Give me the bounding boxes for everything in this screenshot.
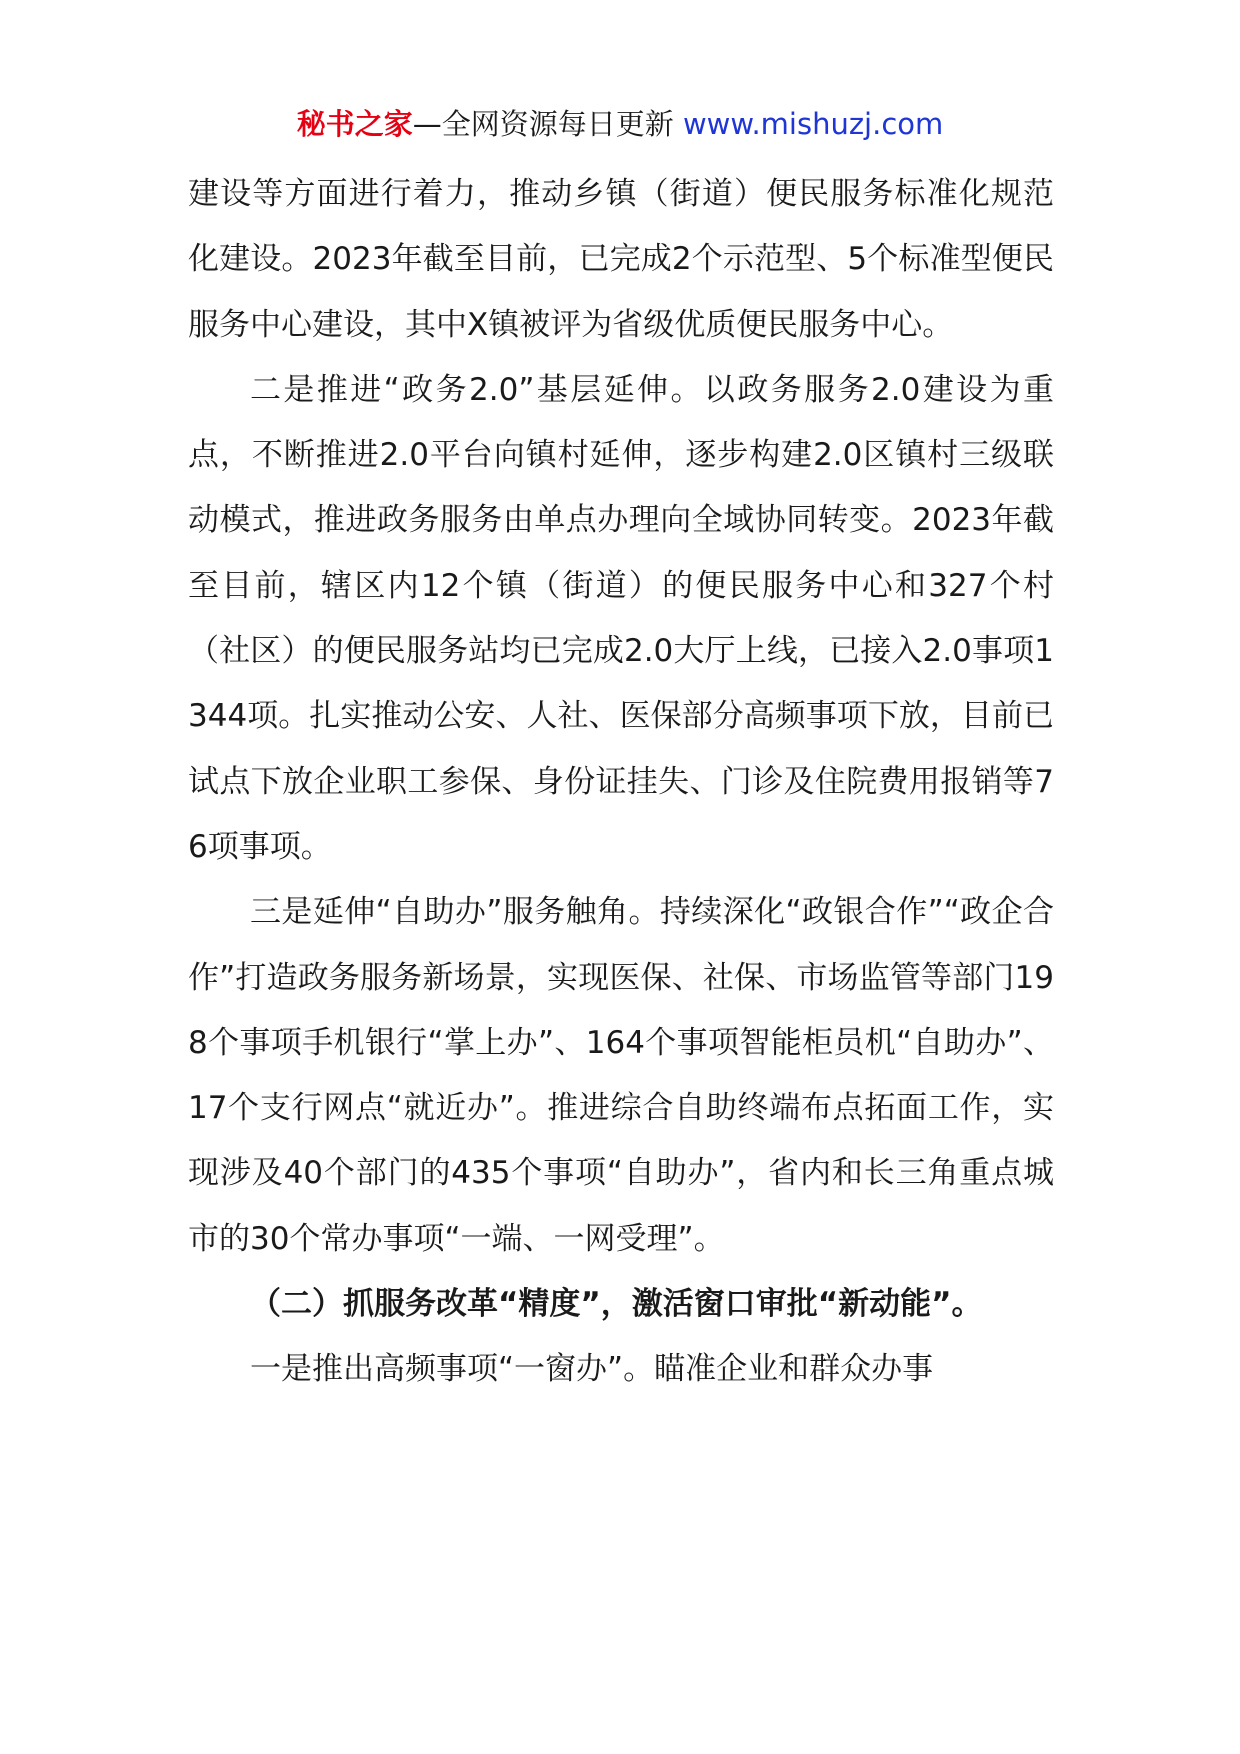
header-tagline: —全网资源每日更新 bbox=[412, 107, 683, 141]
paragraph-item-one: 一是推出高频事项“一窗办”。瞄准企业和群众办事 bbox=[250, 1351, 934, 1388]
document-body bbox=[188, 162, 1054, 1403]
paragraph-item-two: 二是推进“政务2.0”基层延伸。以政务服务2.0建设为重点，不断推进2.0平台向镇村延伸，逐步构建2.0区镇村三级联动模式，推进政务服务由单点办理向全域协同转变。2023年截至目前，辖区内12个镇（街道）的便民服务中心和327个村（社区）的便民服务站均已完成2.0大厅上线，已接入2.0事项1344项。扎实推动公安、人社、医保部分高频事项下放，目前已试点下放企业职工参保、身份证挂失、门诊及住院费用报销等76项事项。 bbox=[188, 371, 1054, 865]
paragraph-item-three: 三是延伸“自助办”服务触角。持续深化“政银合作”“政企合作”打造政务服务新场景，实现医保、社保、市场监管等部门198个事项手机银行“掌上办”、164个事项智能柜员机“自助办”、17个支行网点“就近办”。推进综合自助终端布点拓面工作，实现涉及40个部门的435个事项“自助办”，省内和长三角重点城市的30个常办事项“一端、一网受理”。 bbox=[188, 894, 1054, 1257]
section-heading: （二）抓服务改革“精度”，激活窗口审批“新动能”。 bbox=[250, 1286, 983, 1323]
paragraph-continuation: 建设等方面进行着力，推动乡镇（街道）便民服务标准化规范化建设。2023年截至目前，已完成2个示范型、5个标准型便民服务中心建设，其中X镇被评为省级优质便民服务中心。 bbox=[188, 176, 1054, 343]
website-link[interactable]: www.mishuzj.com bbox=[682, 107, 944, 141]
brand-name: 秘书之家 bbox=[296, 107, 413, 141]
page-header bbox=[0, 102, 1240, 146]
